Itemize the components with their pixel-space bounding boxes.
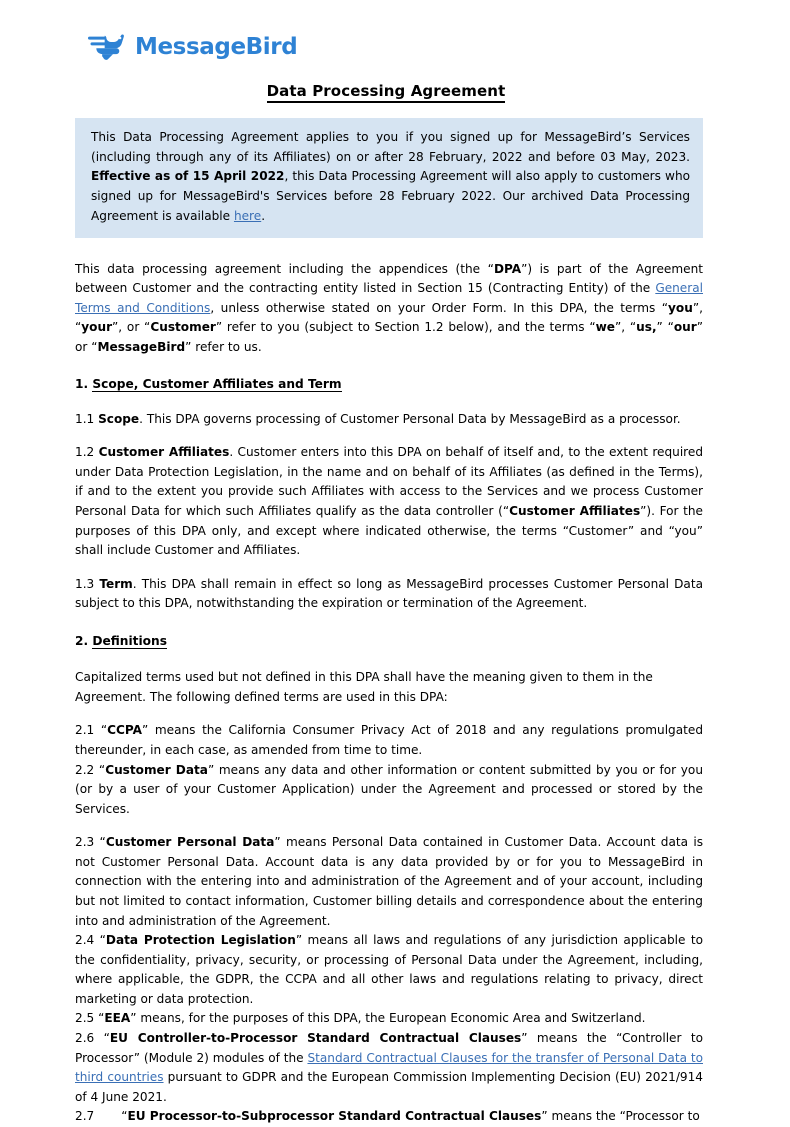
clause-2-1: [75, 721, 703, 760]
clause-2-4-number: 2.4 “: [75, 933, 106, 948]
clause-2-5-number: 2.5 “: [75, 1011, 105, 1026]
intro-t8: ” “: [656, 320, 674, 335]
clause-2-5-term: EEA: [104, 1011, 131, 1026]
clause-1-3: [75, 575, 703, 614]
clause-1-2-body1: . Customer enters into this DPA on behalf of itself and, to the extent required under Data Protection Legislation, in the name and on behalf of its Affiliates (as defined in the Terms), if and to the extent you provide such Affiliates with access to the Services and we process Customer Personal Data for which such Affiliates qualify as the data controller (“: [75, 445, 704, 519]
intro-t9: ” or “: [75, 320, 704, 354]
intro-t10: ” refer to us.: [185, 339, 262, 354]
clause-1-1-body: . This DPA governs processing of Customer Personal Data by MessageBird as a processor.: [139, 411, 681, 426]
term-messagebird: MessageBird: [97, 339, 186, 354]
clause-2-5: [75, 1009, 703, 1029]
clause-1-3-term: Term: [99, 576, 133, 591]
clause-2-7: [75, 1107, 703, 1127]
clause-2-4: [75, 931, 703, 1009]
intro-t6: ” refer to you (subject to Section 1.2 below), and the terms “: [215, 320, 596, 335]
clause-2-5-body: ” means, for the purposes of this DPA, the European Economic Area and Switzerland.: [130, 1011, 646, 1026]
intro-t5: ”, or “: [112, 320, 151, 335]
term-you: you: [668, 300, 693, 315]
term-customer: Customer: [150, 320, 216, 335]
messagebird-bird-icon: [88, 30, 128, 64]
notice-text-part3: .: [261, 208, 266, 223]
clause-2-3: [75, 833, 703, 931]
term-your: your: [81, 320, 113, 335]
section-2-heading: [75, 632, 703, 650]
archived-dpa-link[interactable]: here: [233, 208, 262, 223]
clause-2-2-number: 2.2 “: [75, 762, 106, 777]
clause-2-2-term: Customer Data: [105, 762, 208, 777]
term-our: our: [673, 320, 697, 335]
section-1-number: 1.: [75, 377, 89, 392]
clause-2-6: [75, 1029, 703, 1107]
clause-1-3-number: 1.3: [75, 576, 100, 591]
term-we: we: [595, 320, 615, 335]
notice-text-part1: This Data Processing Agreement applies to you if you signed up for MessageBird’s Services (including through any of its Affiliates) on or after 28 February, 2022 and before 03 May, 2023.: [91, 130, 690, 164]
intro-paragraph: [75, 260, 703, 358]
section-1-heading: [75, 375, 703, 393]
clause-2-6-number: 2.6 “: [75, 1031, 110, 1046]
general-terms-link[interactable]: General Terms and Conditions: [75, 281, 703, 315]
page-title: [75, 82, 697, 100]
section-2-title: Definitions: [92, 633, 167, 648]
term-us: us,: [636, 320, 657, 335]
notice-effective-date: Effective as of 15 April 2022: [91, 169, 285, 184]
clause-2-1-term: CCPA: [107, 723, 142, 738]
clause-2-1-number: 2.1 “: [75, 723, 108, 738]
clause-1-2-body2: ”). For the purposes of this DPA only, and except where indicated otherwise, the terms “Customer” and “you” shall include Customer and Affiliates.: [75, 504, 703, 558]
term-dpa: DPA: [493, 261, 522, 276]
clause-2-4-term: Data Protection Legislation: [105, 933, 296, 948]
clause-1-2: [75, 443, 703, 560]
clause-1-2-term2: Customer Affiliates: [509, 504, 641, 519]
page-title-text: Data Processing Agreement: [267, 82, 506, 103]
clause-1-3-body: . This DPA shall remain in effect so long as MessageBird processes Customer Personal Data subject to this DPA, notwithstanding the expiration or termination of the Agreement.: [75, 576, 703, 611]
messagebird-wordmark: MessageBird: [135, 33, 298, 60]
clause-2-1-body: ” means the California Consumer Privacy Act of 2018 and any regulations promulgated thereunder, in each case, as amended from time to time.: [75, 723, 703, 757]
intro-t1: This data processing agreement including the appendices (the “: [75, 261, 494, 276]
effective-date-notice: [75, 118, 703, 238]
intro-t3: , unless otherwise stated on your Order Form. In this DPA, the terms “: [210, 300, 669, 315]
clause-2-6-body2: pursuant to GDPR and the European Commission Implementing Decision (EU) 2021/914 of 4 June 2021.: [75, 1070, 704, 1104]
clause-1-1: [75, 410, 703, 430]
clause-2-3-body: ” means Personal Data contained in Customer Data. Account data is not Customer Personal Data. Account data is any data provided by or for you to MessageBird in connection with the entering into and administration of the Agreement and of your account, including but not limited to contact information, Customer billing details and correspondence about the entering into and administration of the Agreement.: [75, 835, 703, 928]
clause-1-2-term: Customer Affiliates: [98, 445, 230, 460]
section-2-number: 2.: [75, 633, 89, 648]
clause-2-6-body1: ” means the “Controller to Processor” (Module 2) modules of the: [75, 1031, 703, 1065]
clause-1-1-term: Scope: [98, 411, 140, 426]
clause-2-3-term: Customer Personal Data: [105, 835, 275, 850]
clause-2-2: [75, 761, 703, 820]
section-1-title: Scope, Customer Affiliates and Term: [92, 377, 342, 392]
clause-2-7-term: EU Processor-to-Subprocessor Standard Contractual Clauses: [127, 1109, 542, 1124]
clause-1-1-number: 1.1: [75, 411, 99, 426]
clause-2-6-term: EU Controller-to-Processor Standard Contractual Clauses: [109, 1031, 522, 1046]
clause-1-2-number: 1.2: [75, 445, 99, 460]
clause-2-7-quote: “: [121, 1109, 128, 1124]
intro-t7: ”, “: [614, 320, 637, 335]
section-2-lead: Capitalized terms used but not defined in this DPA shall have the meaning given to them in the Agreement. The following defined terms are used in this DPA:: [75, 670, 653, 704]
document-body: [75, 118, 703, 1127]
clause-2-7-body: ” means the “Processor to: [541, 1109, 700, 1124]
clause-2-4-body: ” means all laws and regulations of any jurisdiction applicable to the confidentiality, privacy, security, or processing of Personal Data under the Agreement, including, where applicable, the GDPR, the CCPA and all other laws and regulations relating to privacy, direct marketing or data protection.: [75, 933, 703, 1006]
messagebird-logo: [88, 30, 297, 64]
clause-2-3-number: 2.3 “: [75, 835, 106, 850]
notice-text-part2: , this Data Processing Agreement will also apply to customers who signed up for MessageBird's Services before 28 February 2022. Our archived Data Processing Agreement is available: [91, 169, 691, 223]
intro-t2: ”) is part of the Agreement between Customer and the contracting entity listed in Section 15 (Contracting Entity) of the: [75, 261, 703, 296]
intro-t4: ”, “: [75, 300, 703, 335]
clause-2-2-body: ” means any data and other information or content submitted by you or for you (or by a user of your Customer Application) under the Agreement and processed or stored by the Services.: [75, 762, 703, 816]
standard-contractual-clauses-link[interactable]: Standard Contractual Clauses for the transfer of Personal Data to third countries: [75, 1050, 703, 1085]
clause-2-7-number: 2.7: [75, 1109, 95, 1124]
